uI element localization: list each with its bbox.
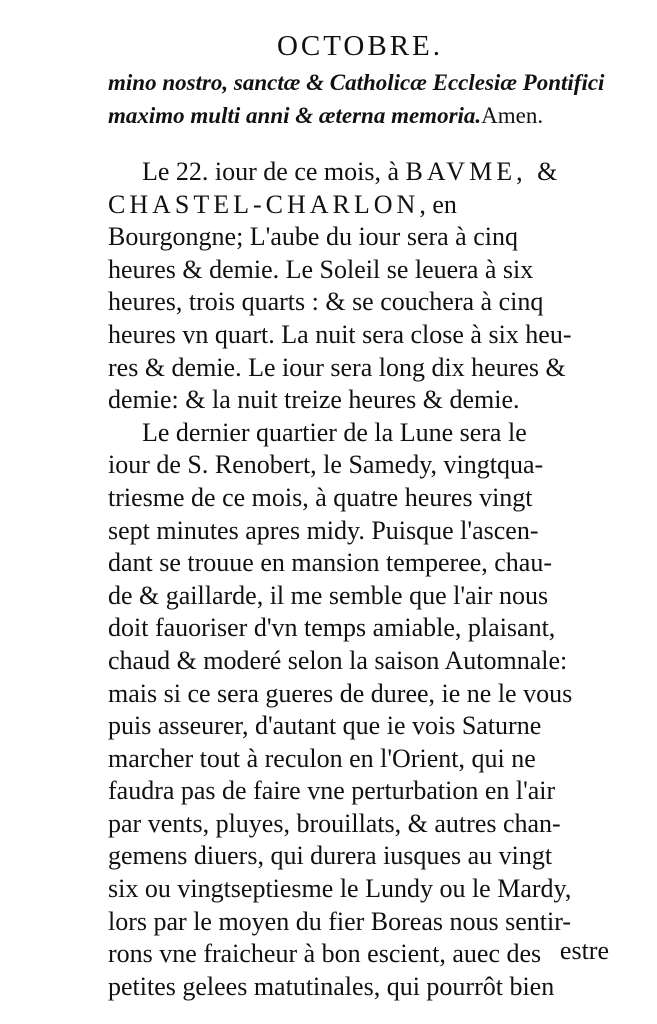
place-name: BAVME, & [405, 157, 562, 186]
body-text [108, 156, 628, 1003]
intro-line-2 [108, 99, 628, 132]
text-line: heures & demie. Le Soleil se leuera à six [108, 254, 534, 284]
text-line: Bourgongne; L'aube du iour sera à cinq [108, 222, 518, 252]
intro-amen: Amen. [481, 103, 544, 128]
text-line: faudra pas de faire vne perturbation en l'air [108, 776, 556, 806]
text-line: chaud & moderé selon la saison Automnale: [108, 645, 568, 675]
text-line: marcher tout à reculon en l'Orient, qui ne [108, 743, 536, 773]
text-line: par vents, pluyes, brouillats, & autres chan- [108, 808, 561, 838]
text-line: Le dernier quartier de la Lune sera le [142, 417, 527, 447]
text-line: heures, trois quarts : & se couchera à cinq [108, 287, 544, 317]
text-line: dant se trouue en mansion temperee, chau- [108, 548, 552, 578]
text-line: petites gelees matutinales, qui pourrôt bien [108, 971, 555, 1001]
text-line: rons vne fraicheur à bon escient, auec des [108, 939, 542, 969]
text-fragment: Le 22. iour de ce mois, à [142, 157, 406, 186]
intro-line-1 [108, 66, 628, 99]
intro-italic-line-2: maximo multi anni & æterna memoria. [108, 103, 482, 128]
text-line: iour de S. Renobert, le Samedy, vingtqua- [108, 450, 544, 480]
text-line: sept minutes apres midy. Puisque l'ascen- [108, 515, 539, 545]
text-line [108, 189, 628, 222]
text-line: demie: & la nuit treize heures & demie. [108, 385, 520, 415]
catchword: estre [559, 936, 609, 965]
text-line: lors par le moyen du fier Boreas nous sentir- [108, 906, 572, 936]
text-line: res & demie. Le iour sera long dix heures & [108, 352, 566, 382]
text-line: six ou vingtseptiesme le Lundy ou le Mardy, [108, 874, 572, 904]
page-title: OCTOBRE. [276, 30, 444, 62]
place-name: CHASTEL-CHARLON [108, 189, 420, 219]
text-line: mais si ce sera gueres de duree, ie ne le vous [108, 678, 573, 708]
text-line: heures vn quart. La nuit sera close à six heu- [108, 319, 572, 349]
text-line: gemens diuers, qui durera iusques au vingt [108, 841, 553, 871]
text-line: puis asseurer, d'autant que ie vois Saturne [108, 711, 542, 741]
intro-italic-line-1: mino nostro, sanctæ & Catholicæ Ecclesiæ Pontifici [108, 70, 605, 95]
text-line: de & gaillarde, il me semble que l'air nous [108, 580, 549, 610]
intro-continuation [108, 66, 628, 132]
text-line [108, 156, 628, 189]
text-fragment: , en [419, 189, 457, 219]
text-line: triesme de ce mois, à quatre heures vingt [108, 482, 533, 512]
text-line: doit fauoriser d'vn temps amiable, plaisant, [108, 613, 556, 643]
